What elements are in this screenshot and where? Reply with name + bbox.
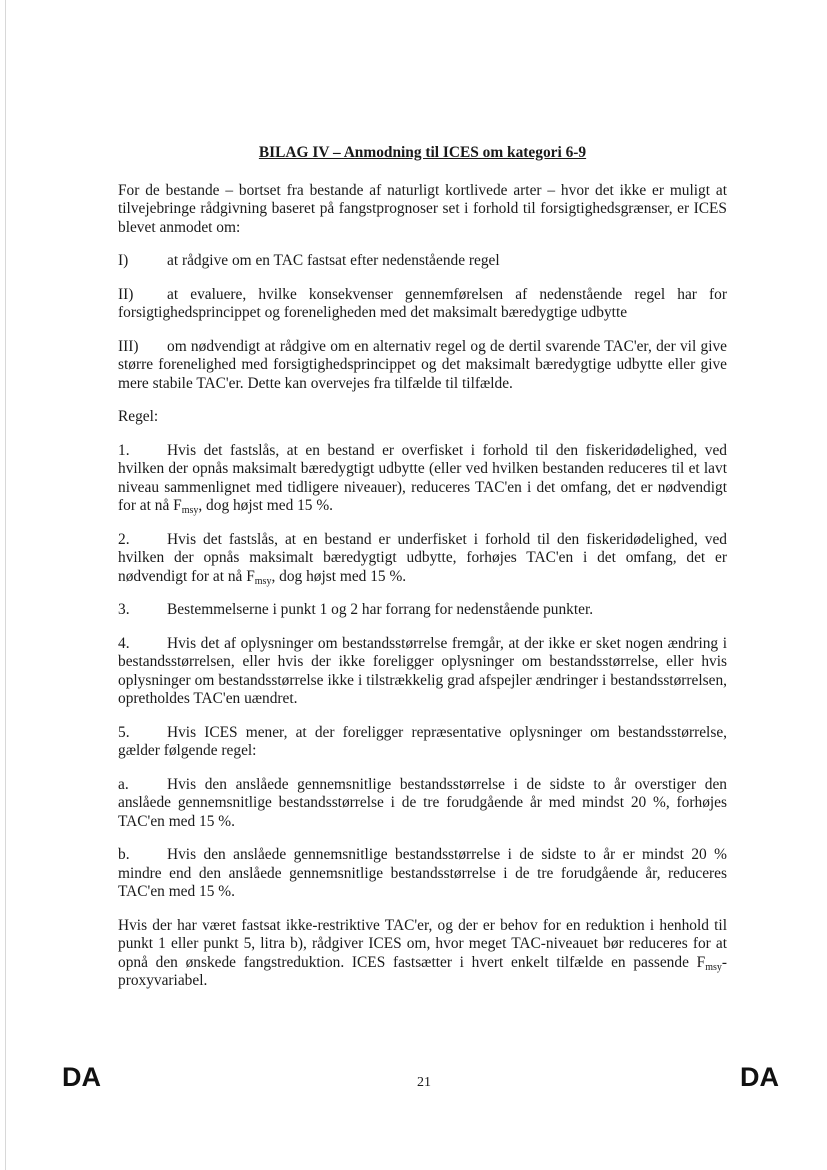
list-item-iii [118, 338, 727, 394]
rule-subscript: msy [254, 575, 272, 587]
list-item-lead: I) [118, 252, 129, 269]
scan-edge-line [5, 0, 6, 1170]
rule-4 [118, 635, 727, 709]
rule-heading: Regel: [118, 408, 159, 425]
rule-lead: 1. [118, 441, 130, 459]
page-number: 21 [417, 1075, 431, 1090]
list-item-ii [118, 286, 727, 323]
language-marker-right: DA [740, 1062, 779, 1092]
rule-lead: 2. [118, 530, 130, 548]
rule-text: Hvis det fastslås, at en bestand er underfisket i forhold til den fiskeridødelighed, ved hvilken der opnås maksimalt bæredygtigt udbytte, forhøjes TAC'en i det omfang, det er nødvendigt for at nå F [118, 530, 727, 585]
rule-subscript: msy [181, 505, 199, 516]
rule-2 [118, 531, 727, 587]
rule-lead: 5. [118, 723, 130, 741]
list-item-text: at evaluere, hvilke konsekvenser gennemførelsen af nedenstående regel har for forsigtighedsprincippet og foreneligheden med det maksimalt bæredygtige udbytte [118, 285, 727, 321]
rule-text: Bestemmelserne i punkt 1 og 2 har forrang for nedenstående punkter. [167, 601, 594, 618]
rule-text: Hvis den anslåede gennemsnitlige bestandsstørrelse i de sidste to år er mindst 20 % mindre end den anslåede gennemsnitlige bestandsstørrelse i de tre forudgående år, reduceres TAC'en med 15 %. [118, 846, 727, 900]
closing-text: Hvis der har været fastsat ikke-restriktive TAC'er, og der er behov for en reduktion i henhold til punkt 1 eller punkt 5, litra b), rådgiver ICES om, hvor meget TAC-niveauet bør reduceres for at opnå den ønskede fangstreduktion. ICES fastsætter i hvert enkelt tilfælde en passende F [118, 916, 727, 971]
document-title: BILAG IV – Anmodning til ICES om kategori 6-9 [258, 144, 587, 161]
rule-lead: 4. [118, 634, 130, 652]
language-marker-left: DA [62, 1062, 101, 1092]
list-item-lead: II) [118, 285, 134, 303]
closing-text-end: -proxyvariabel. [118, 953, 727, 989]
list-item-i [118, 252, 727, 271]
rule-text-end: , dog højst med 15 %. [271, 567, 407, 585]
rule-text: Hvis den anslåede gennemsnitlige bestandsstørrelse i de sidste to år overstiger den anslåede gennemsnitlige bestandsstørrelse i de tre forudgående år med mindst 20 %, forhøjes TAC'en med 15 %. [118, 775, 727, 830]
rule-text: Hvis ICES mener, at der foreligger repræsentative oplysninger om bestandsstørrelse, gælder følgende regel: [118, 723, 727, 759]
rule-1 [118, 442, 727, 516]
rule-lead: b. [118, 846, 130, 863]
list-item-lead: III) [118, 337, 139, 355]
rule-a [118, 776, 727, 832]
rule-b [118, 846, 727, 902]
rule-3 [118, 601, 727, 620]
rule-text: Hvis det af oplysninger om bestandsstørrelse fremgår, at der ikke er sket nogen ændring i bestandsstørrelsen, eller hvis der ikke foreligger oplysninger om bestandsstørrelse, eller hvis oplysninger om bestandsstørrelse ikke i tilstrækkelig grad afspejler ændringer i bestandsstørrelsen, opretholdes TAC'en uændret. [118, 634, 727, 707]
closing-paragraph [118, 917, 727, 991]
rule-text-end: , dog højst med 15 %. [198, 497, 334, 514]
rule-5 [118, 724, 727, 761]
intro-paragraph: For de bestande – bortset fra bestande af naturligt kortlivede arter – hvor det ikke er muligt at tilvejebringe rådgivning baseret på fangstprognoser set i forhold til forsigtighedsgrænser, er ICES blevet anmodet om: [118, 181, 727, 236]
rule-lead: 3. [118, 601, 130, 618]
rule-lead: a. [118, 775, 129, 793]
closing-subscript: msy [705, 961, 722, 973]
list-item-text: om nødvendigt at rådgive om en alternativ regel og de dertil svarende TAC'er, der vil give større forenelighed med forsigtighedsprincippet og det maksimalt bæredygtige udbytte eller give mere stabile TAC'er. Dette kan overvejes fra tilfælde til tilfælde. [118, 337, 727, 392]
document-body [118, 144, 727, 1006]
rule-text: Hvis det fastslås, at en bestand er overfisket i forhold til den fiskeridødelighed, ved hvilken der opnås maksimalt bæredygtigt udbytte (eller ved hvilken bestanden reduceres til et lavt niveau sammenlignet med tidligere niveauer), reduceres TAC'en i det omfang, det er nødvendigt for at nå F [118, 441, 727, 514]
list-item-text: at rådgive om en TAC fastsat efter nedenstående regel [167, 252, 500, 269]
